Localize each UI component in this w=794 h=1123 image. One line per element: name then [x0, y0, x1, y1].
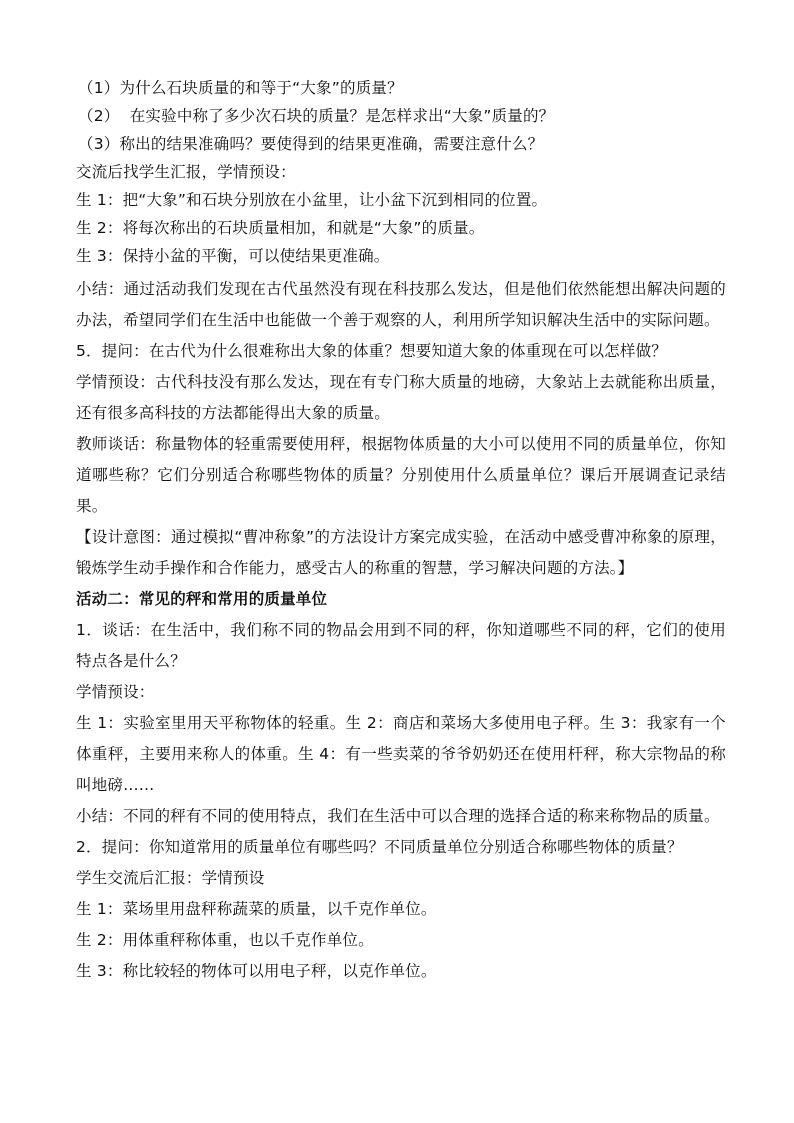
question-units: 2．提问：你知道常用的质量单位有哪些吗？不同质量单位分别适合称哪些物体的质量？ [76, 838, 683, 856]
unit-answer-1: 生 1：菜场里用盘秤称蔬菜的质量，以千克作单位。 [76, 900, 437, 918]
design-intent: 【设计意图：通过模拟“曹冲称象”的方法设计方案完成实验，在活动中感受曹冲称象的原理，锻炼学生动手操作和合作能力，感受古人的称重的智慧，学习解决问题的方法。】 [76, 528, 726, 577]
student-report-intro: 交流后找学生汇报，学情预设： [76, 163, 296, 181]
student-report-units: 学生交流后汇报：学情预设 [76, 869, 265, 887]
summary-scales: 小结：不同的秤有不同的使用特点，我们在生活中可以合理的选择合适的称来称物品的质量。 [76, 807, 720, 825]
student-answer-2: 生 2：将每次称出的石块质量相加，和就是“大象”的质量。 [76, 219, 485, 237]
student-answer-1: 生 1：把“大象”和石块分别放在小盆里，让小盆下沉到相同的位置。 [76, 191, 548, 209]
activity-2-heading: 活动二：常见的秤和常用的质量单位 [76, 590, 328, 608]
document-page [76, 78, 726, 987]
student-answer-3: 生 3：保持小盆的平衡，可以使结果更准确。 [76, 247, 390, 265]
teacher-talk: 教师谈话：称量物体的轻重需要使用秤，根据物体质量的大小可以使用不同的质量单位，你知道哪些称？它们分别适合称哪些物体的质量？分别使用什么质量单位？课后开展调查记录结果。 [76, 435, 726, 515]
activity-2-talk: 1．谈话：在生活中，我们称不同的物品会用到不同的秤，你知道哪些不同的秤，它们的使用特点各是什么？ [76, 621, 726, 670]
question-2: （2） 在实验中称了多少次石块的质量？是怎样求出“大象”质量的？ [78, 107, 555, 125]
question-5: 5．提问：在古代为什么很难称出大象的体重？想要知道大象的体重现在可以怎样做？ [76, 342, 667, 360]
summary-paragraph: 小结：通过活动我们发现在古代虽然没有现在科技那么发达，但是他们依然能想出解决问题的办法，希望同学们在生活中也能做一个善于观察的人，利用所学知识解决生活中的实际问题。 [76, 280, 726, 329]
question-3: （3）称出的结果准确吗？要使得到的结果更准确，需要注意什么？ [78, 135, 544, 153]
unit-answer-3: 生 3：称比较轻的物体可以用电子秤，以克作单位。 [76, 962, 437, 980]
question-1: （1）为什么石块质量的和等于“大象”的质量？ [78, 79, 403, 97]
unit-answer-2: 生 2：用体重秤称体重，也以千克作单位。 [76, 931, 374, 949]
learning-preset-label: 学情预设： [76, 683, 155, 701]
learning-preset: 学情预设：古代科技没有那么发达，现在有专门称大质量的地磅，大象站上去就能称出质量，还有很多高科技的方法都能得出大象的质量。 [76, 373, 726, 422]
student-scale-answers: 生 1：实验室里用天平称物体的轻重。生 2：商店和菜场大多使用电子秤。生 3：我家有一个体重秤，主要用来称人的体重。生 4：有一些卖菜的爷爷奶奶还在使用杆秤，称大宗物品的称叫地磅…… [76, 714, 726, 794]
